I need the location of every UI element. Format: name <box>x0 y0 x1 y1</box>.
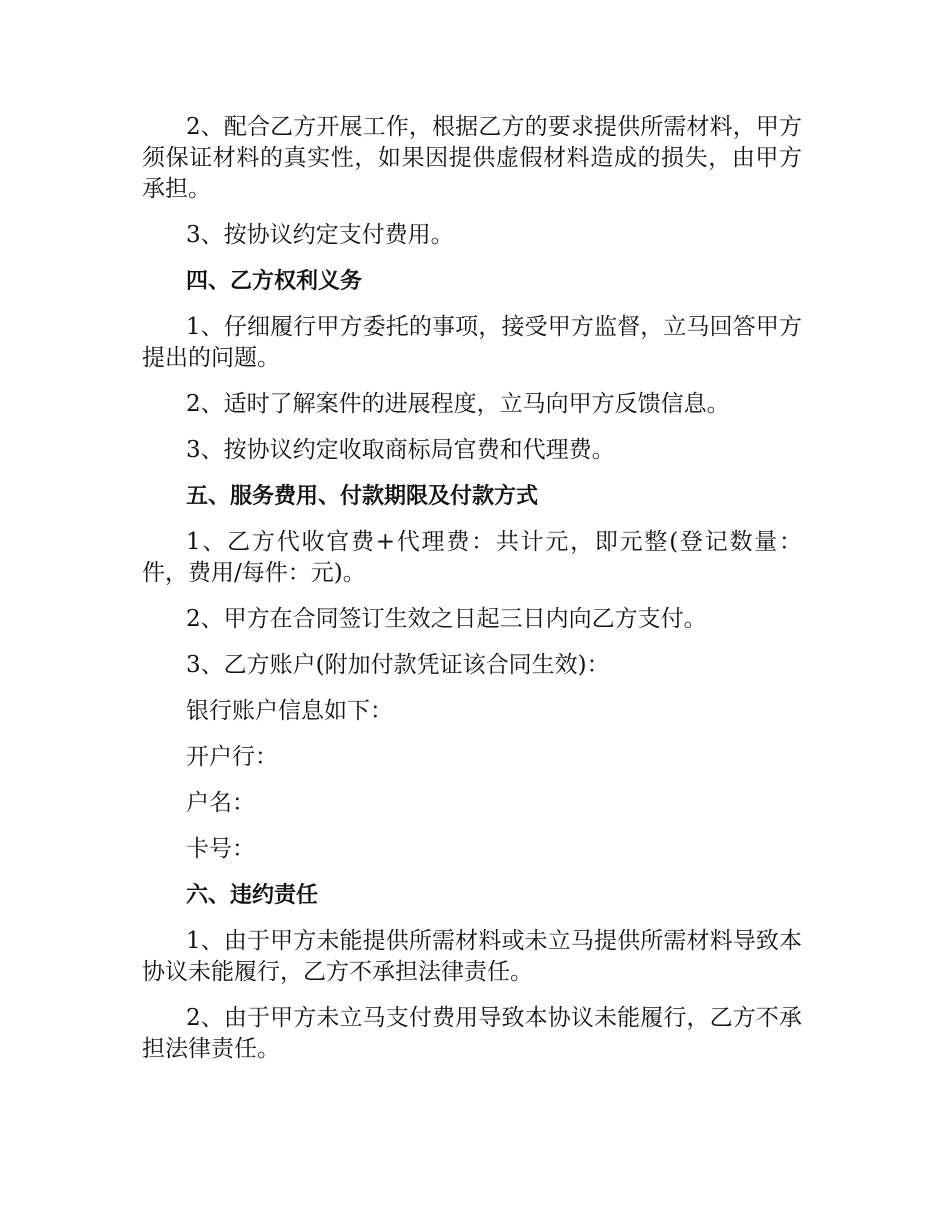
paragraph-clause-5-1: 1、乙方代收官费+代理费：共计元，即元整(登记数量：件，费用/每件：元)。 <box>142 529 802 586</box>
paragraph-clause-5-2: 2、甲方在合同签订生效之日起三日内向乙方支付。 <box>186 606 707 632</box>
paragraph-clause-6-1: 1、由于甲方未能提供所需材料或未立马提供所需材料导致本协议未能履行，乙方不承担法律责任。 <box>142 928 802 985</box>
section-heading-5: 五、服务费用、付款期限及付款方式 <box>186 484 539 509</box>
paragraph-clause-6-2: 2、由于甲方未立马支付费用导致本协议未能履行，乙方不承担法律责任。 <box>142 1005 802 1062</box>
paragraph-clause-3-3: 3、按协议约定支付费用。 <box>186 222 454 248</box>
bank-info-label: 银行账户信息如下： <box>186 698 393 724</box>
account-name-label: 户名： <box>186 790 255 816</box>
paragraph-clause-4-2: 2、适时了解案件的进展程度，立马向甲方反馈信息。 <box>186 391 730 417</box>
section-heading-4: 四、乙方权利义务 <box>186 269 363 294</box>
paragraph-clause-3-2: 2、配合乙方开展工作，根据乙方的要求提供所需材料，甲方须保证材料的真实性，如果因提供虚假材料造成的损失，由甲方承担。 <box>142 114 802 202</box>
paragraph-clause-4-3: 3、按协议约定收取商标局官费和代理费。 <box>186 437 615 463</box>
document-body <box>142 112 802 1080</box>
paragraph-clause-4-1: 1、仔细履行甲方委托的事项，接受甲方监督，立马回答甲方提出的问题。 <box>142 314 802 371</box>
paragraph-clause-5-3: 3、乙方账户(附加付款凭证该合同生效)： <box>186 652 610 678</box>
bank-name-label: 开户行： <box>186 744 278 770</box>
section-heading-6: 六、违约责任 <box>186 883 319 908</box>
card-number-label: 卡号： <box>186 836 255 862</box>
